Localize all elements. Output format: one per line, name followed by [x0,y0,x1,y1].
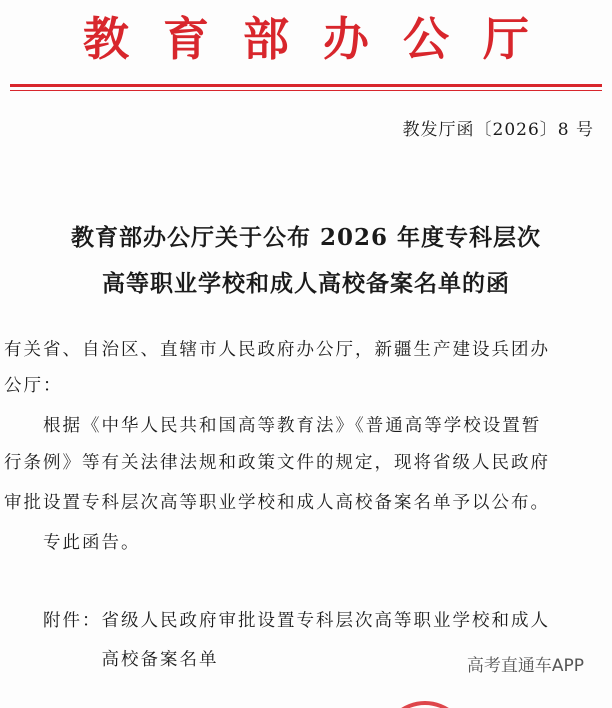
body-line-paragraph-3: 审批设置专科层次高等职业学校和成人高校备案名单予以公布。 [4,493,550,513]
body-line-addressee-cont: 公厅： [4,376,63,396]
body-line-closing: 专此函告。 [4,533,141,553]
document-title-line-2: 高等职业学校和成人高校备案名单的函 [102,270,510,297]
body-line-paragraph-2: 行条例》等有关法律法规和政策文件的规定，现将省级人民政府 [4,453,550,473]
attachment-line-2: 高校备案名单 [4,650,219,670]
body-line-paragraph-1: 根据《中华人民共和国高等教育法》《普通高等学校设置暂 [4,416,542,436]
official-seal-icon [380,690,470,708]
masthead-rule-thin [10,90,602,91]
document-number: 教发厅函〔2026〕8 号 [402,120,594,140]
masthead-title: 教育部办公厅 [83,12,563,66]
masthead-rule-thick [10,84,602,87]
attachment-line-1: 附件：省级人民政府审批设置专科层次高等职业学校和成人 [4,611,550,631]
body-line-addressee: 有关省、自治区、直辖市人民政府办公厅，新疆生产建设兵团办 [4,340,550,360]
watermark-text: 高考直通车APP [466,656,584,676]
document-title-line-1: 教育部办公厅关于公布 2026 年度专科层次 [70,224,542,251]
